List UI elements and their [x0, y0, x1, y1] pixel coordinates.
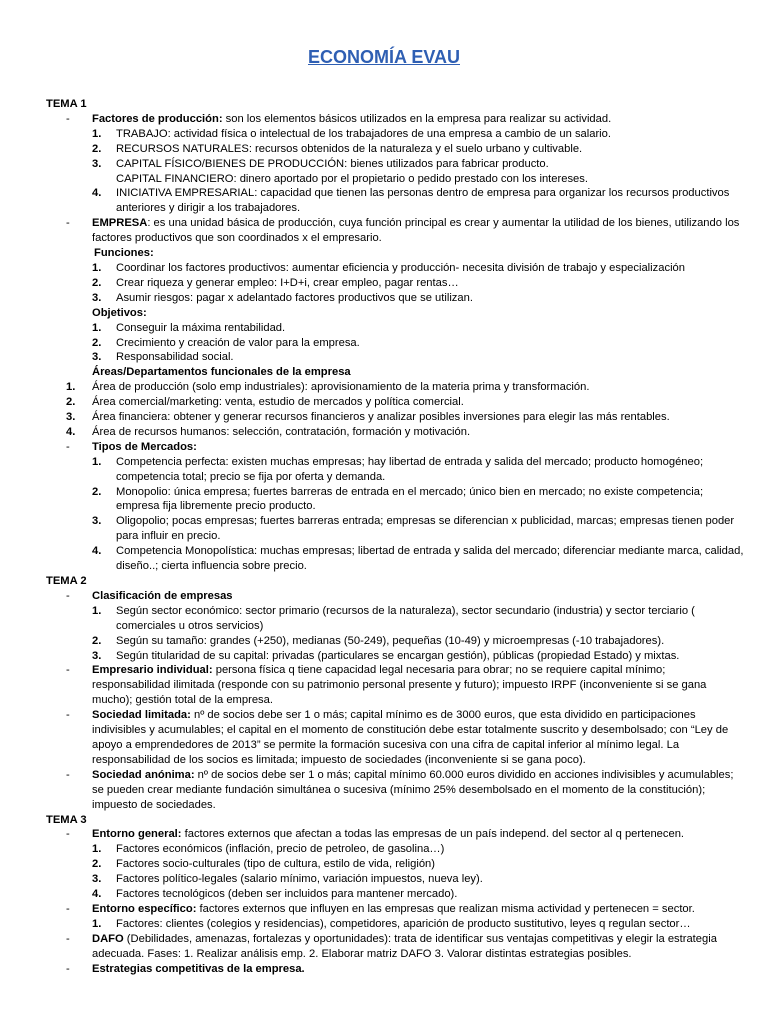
term: Factores de producción:: [92, 112, 223, 125]
list-item: 1. Coordinar los factores productivos: aumentar eficiencia y producción- necesita división de trabajo y especialización: [92, 261, 685, 274]
term: EMPRESA: [92, 217, 148, 230]
areas-heading: Áreas/Departamentos funcionales de la empresa: [92, 366, 351, 379]
list-item: 2. Área comercial/marketing: venta, estudio de mercados y política comercial.: [66, 396, 464, 409]
definition: factores externos que influyen en las empresas que realizan misma actividad y pertenecen = sector.: [196, 902, 695, 915]
list-item: 1. Área de producción (solo emp industriales): aprovisionamiento de la materia prima y transformación.: [66, 381, 590, 394]
list-item: 3. Área financiera: obtener y generar recursos financieros y analizar posibles inversiones para elegir las más rentables.: [66, 411, 670, 424]
list-item: 2. Monopolio: única empresa; fuertes barreras de entrada en el mercado; único bien en mercado; no existe competencia; empresa fija libremente precio producto.: [92, 485, 704, 513]
estrategias-item: [46, 962, 746, 977]
list-item: 4. Área de recursos humanos: selección, contratación, formación y motivación.: [66, 425, 471, 438]
term: DAFO: [92, 932, 124, 945]
term: Sociedad anónima:: [92, 768, 195, 781]
objetivos-heading: Objetivos:: [92, 306, 147, 319]
list-item: 2. RECURSOS NATURALES: recursos obtenidos de la naturaleza y el suelo urbano y cultivable.: [92, 142, 583, 155]
term: Estrategias competitivas de la empresa.: [92, 962, 305, 975]
list-item: 1. TRABAJO: actividad física o intelectual de los trabajadores de una empresa a cambio de un salario.: [92, 127, 612, 140]
document-title: ECONOMÍA EVAU: [307, 47, 460, 67]
entorno-especifico-item: [46, 902, 746, 917]
entorno-general-item: [46, 827, 746, 842]
funciones-heading: Funciones:: [94, 247, 154, 260]
list-item: 1. Según sector económico: sector primario (recursos de la naturaleza), sector secundario (industria) y sector terciario ( comerciales u otros servicios): [92, 604, 695, 632]
term: Clasificación de empresas: [92, 589, 233, 602]
list-item: 2. Crear riqueza y generar empleo: I+D+i, crear empleo, pagar rentas…: [92, 276, 459, 289]
empresario-individual-item: [46, 663, 746, 708]
dash-bullet: -: [66, 112, 70, 125]
list-item: 3. Según titularidad de su capital: privadas (particulares se encargan gestión), públicas (propiedad Estado) y mixtas.: [92, 649, 680, 662]
list-item: 4. Competencia Monopolística: muchas empresas; libertad de entrada y salida del mercado; diferenciar mediante marca, calidad, diseño..; cierta influencia sobre precio.: [92, 545, 744, 573]
list-item: 3. CAPITAL FÍSICO/BIENES DE PRODUCCIÓN: bienes utilizados para fabricar producto.: [92, 157, 549, 170]
dash-bullet: -: [66, 962, 70, 975]
definition: persona física q tiene capacidad legal necesaria para obrar; no se requiere capital mínimo; responsabilidad ilimitada (responde con su patrimonio personal presente y futuro); impuesto IRPF (inconveniente si se gana mucho); gestión total de la empresa.: [92, 664, 707, 707]
dash-bullet: -: [66, 932, 70, 945]
definition: : es una unidad básica de producción, cuya función principal es crear y aumentar la utilidad de los bienes, utilizando los factores productivos que son coordinados x el empresario.: [92, 217, 740, 245]
sociedad-limitada-item: [46, 708, 746, 768]
factores-list: [46, 127, 746, 216]
factores-produccion-item: [46, 112, 746, 127]
list-item: CAPITAL FINANCIERO: dinero aportado por el propietario o pedido prestado con los intereses.: [116, 172, 588, 185]
definition: nº de socios debe ser 1 o más; capital mínimo es de 3000 euros, que esta dividido en participaciones indivisibles y acumulables; el capital en el momento de constitución debe estar totalmente suscrito y desembolsado; con “Ley de apoyo a emprendedores de 2013” se permite la formación sucesiva con una cifra de capital inferior al mínimo legal. La responsabilidad de los socios es limitada; impuesto de sociedades (inconveniente si se gana poco).: [92, 709, 729, 766]
areas-list: [46, 380, 746, 440]
list-item: 3. Oligopolio; pocas empresas; fuertes barreras entrada; empresas se diferencian x publicidad, marcas; empresas tienen poder para influir en precio.: [92, 515, 735, 543]
dash-bullet: -: [66, 768, 70, 781]
term: Entorno específico:: [92, 902, 197, 915]
tema-2-heading: TEMA 2: [46, 575, 87, 587]
list-item: 4. INICIATIVA EMPRESARIAL: capacidad que tienen las personas dentro de empresa para organizar los recursos productivos anteriores y dirigir a los trabajadores.: [92, 187, 730, 215]
dash-bullet: -: [66, 902, 70, 915]
term: Empresario individual:: [92, 664, 213, 677]
list-item: 2. Factores socio-culturales (tipo de cultura, estilo de vida, religión): [92, 858, 435, 871]
dash-bullet: -: [66, 828, 70, 841]
entorno-especifico-list: [46, 917, 746, 932]
list-item: 1. Competencia perfecta: existen muchas empresas; hay libertad de entrada y salida del mercado; producto homogéneo; competencia total; precio se fija por oferta y demanda.: [92, 455, 704, 483]
dash-bullet: -: [66, 217, 70, 230]
tema-3-heading: TEMA 3: [46, 813, 87, 826]
list-item: 2. Según su tamaño: grandes (+250), medianas (50-249), pequeñas (10-49) y microempresas (-10 trabajadores).: [92, 634, 665, 647]
list-item: 1. Factores: clientes (colegios y residencias), competidores, aparición de producto sustitutivo, leyes q regulan sector…: [92, 917, 691, 930]
list-item: 3. Responsabilidad social.: [92, 351, 234, 364]
clasificacion-item: [46, 589, 746, 604]
dash-bullet: -: [66, 664, 70, 677]
tema-1-heading: TEMA 1: [46, 98, 87, 110]
list-item: 4. Factores tecnológicos (deben ser incluidos para mantener mercado).: [92, 888, 458, 901]
term: Entorno general:: [92, 828, 182, 841]
definition: (Debilidades, amenazas, fortalezas y oportunidades): trata de identificar sus ventajas competitivas y elegir la estrategia adecuada. Fases: 1. Realizar análisis emp. 2. Elaborar matriz DAFO 3. Valorar distintas estrategias posibles.: [92, 932, 717, 960]
list-item: 3. Asumir riesgos: pagar x adelantado factores productivos que se utilizan.: [92, 291, 473, 304]
entorno-general-list: [46, 842, 746, 902]
list-item: 3. Factores político-legales (salario mínimo, variación impuestos, nueva ley).: [92, 873, 483, 886]
clasificacion-list: [46, 604, 746, 664]
definition: nº de socios debe ser 1 o más; capital mínimo 60.000 euros dividido en acciones indivisibles y acumulables; se pueden crear mediante fundación simultánea o sucesiva (mínimo 25% desembolsado en el momento de la constitución); impuesto de sociedades.: [92, 768, 734, 811]
term: Sociedad limitada:: [92, 709, 191, 722]
dash-bullet: -: [66, 709, 70, 722]
dash-bullet: -: [66, 440, 70, 453]
sociedad-anonima-item: [46, 768, 746, 813]
tipos-mercados-item: [46, 440, 746, 455]
definition: son los elementos básicos utilizados en la empresa para realizar su actividad.: [222, 112, 612, 125]
definition: factores externos que afectan a todas las empresas de un país independ. del sector al q pertenecen.: [181, 828, 685, 841]
list-item: 1. Conseguir la máxima rentabilidad.: [92, 321, 286, 334]
dash-bullet: -: [66, 589, 70, 602]
list-item: 1. Factores económicos (inflación, precio de petroleo, de gasolina…): [92, 843, 445, 856]
funciones-list: [46, 261, 746, 306]
term: Tipos de Mercados:: [92, 440, 197, 453]
objetivos-list: [46, 321, 746, 366]
list-item: 2. Crecimiento y creación de valor para la empresa.: [92, 336, 360, 349]
mercados-list: [46, 455, 746, 574]
dafo-item: [46, 932, 746, 962]
document-body: [46, 97, 746, 976]
empresa-item: [46, 216, 746, 246]
